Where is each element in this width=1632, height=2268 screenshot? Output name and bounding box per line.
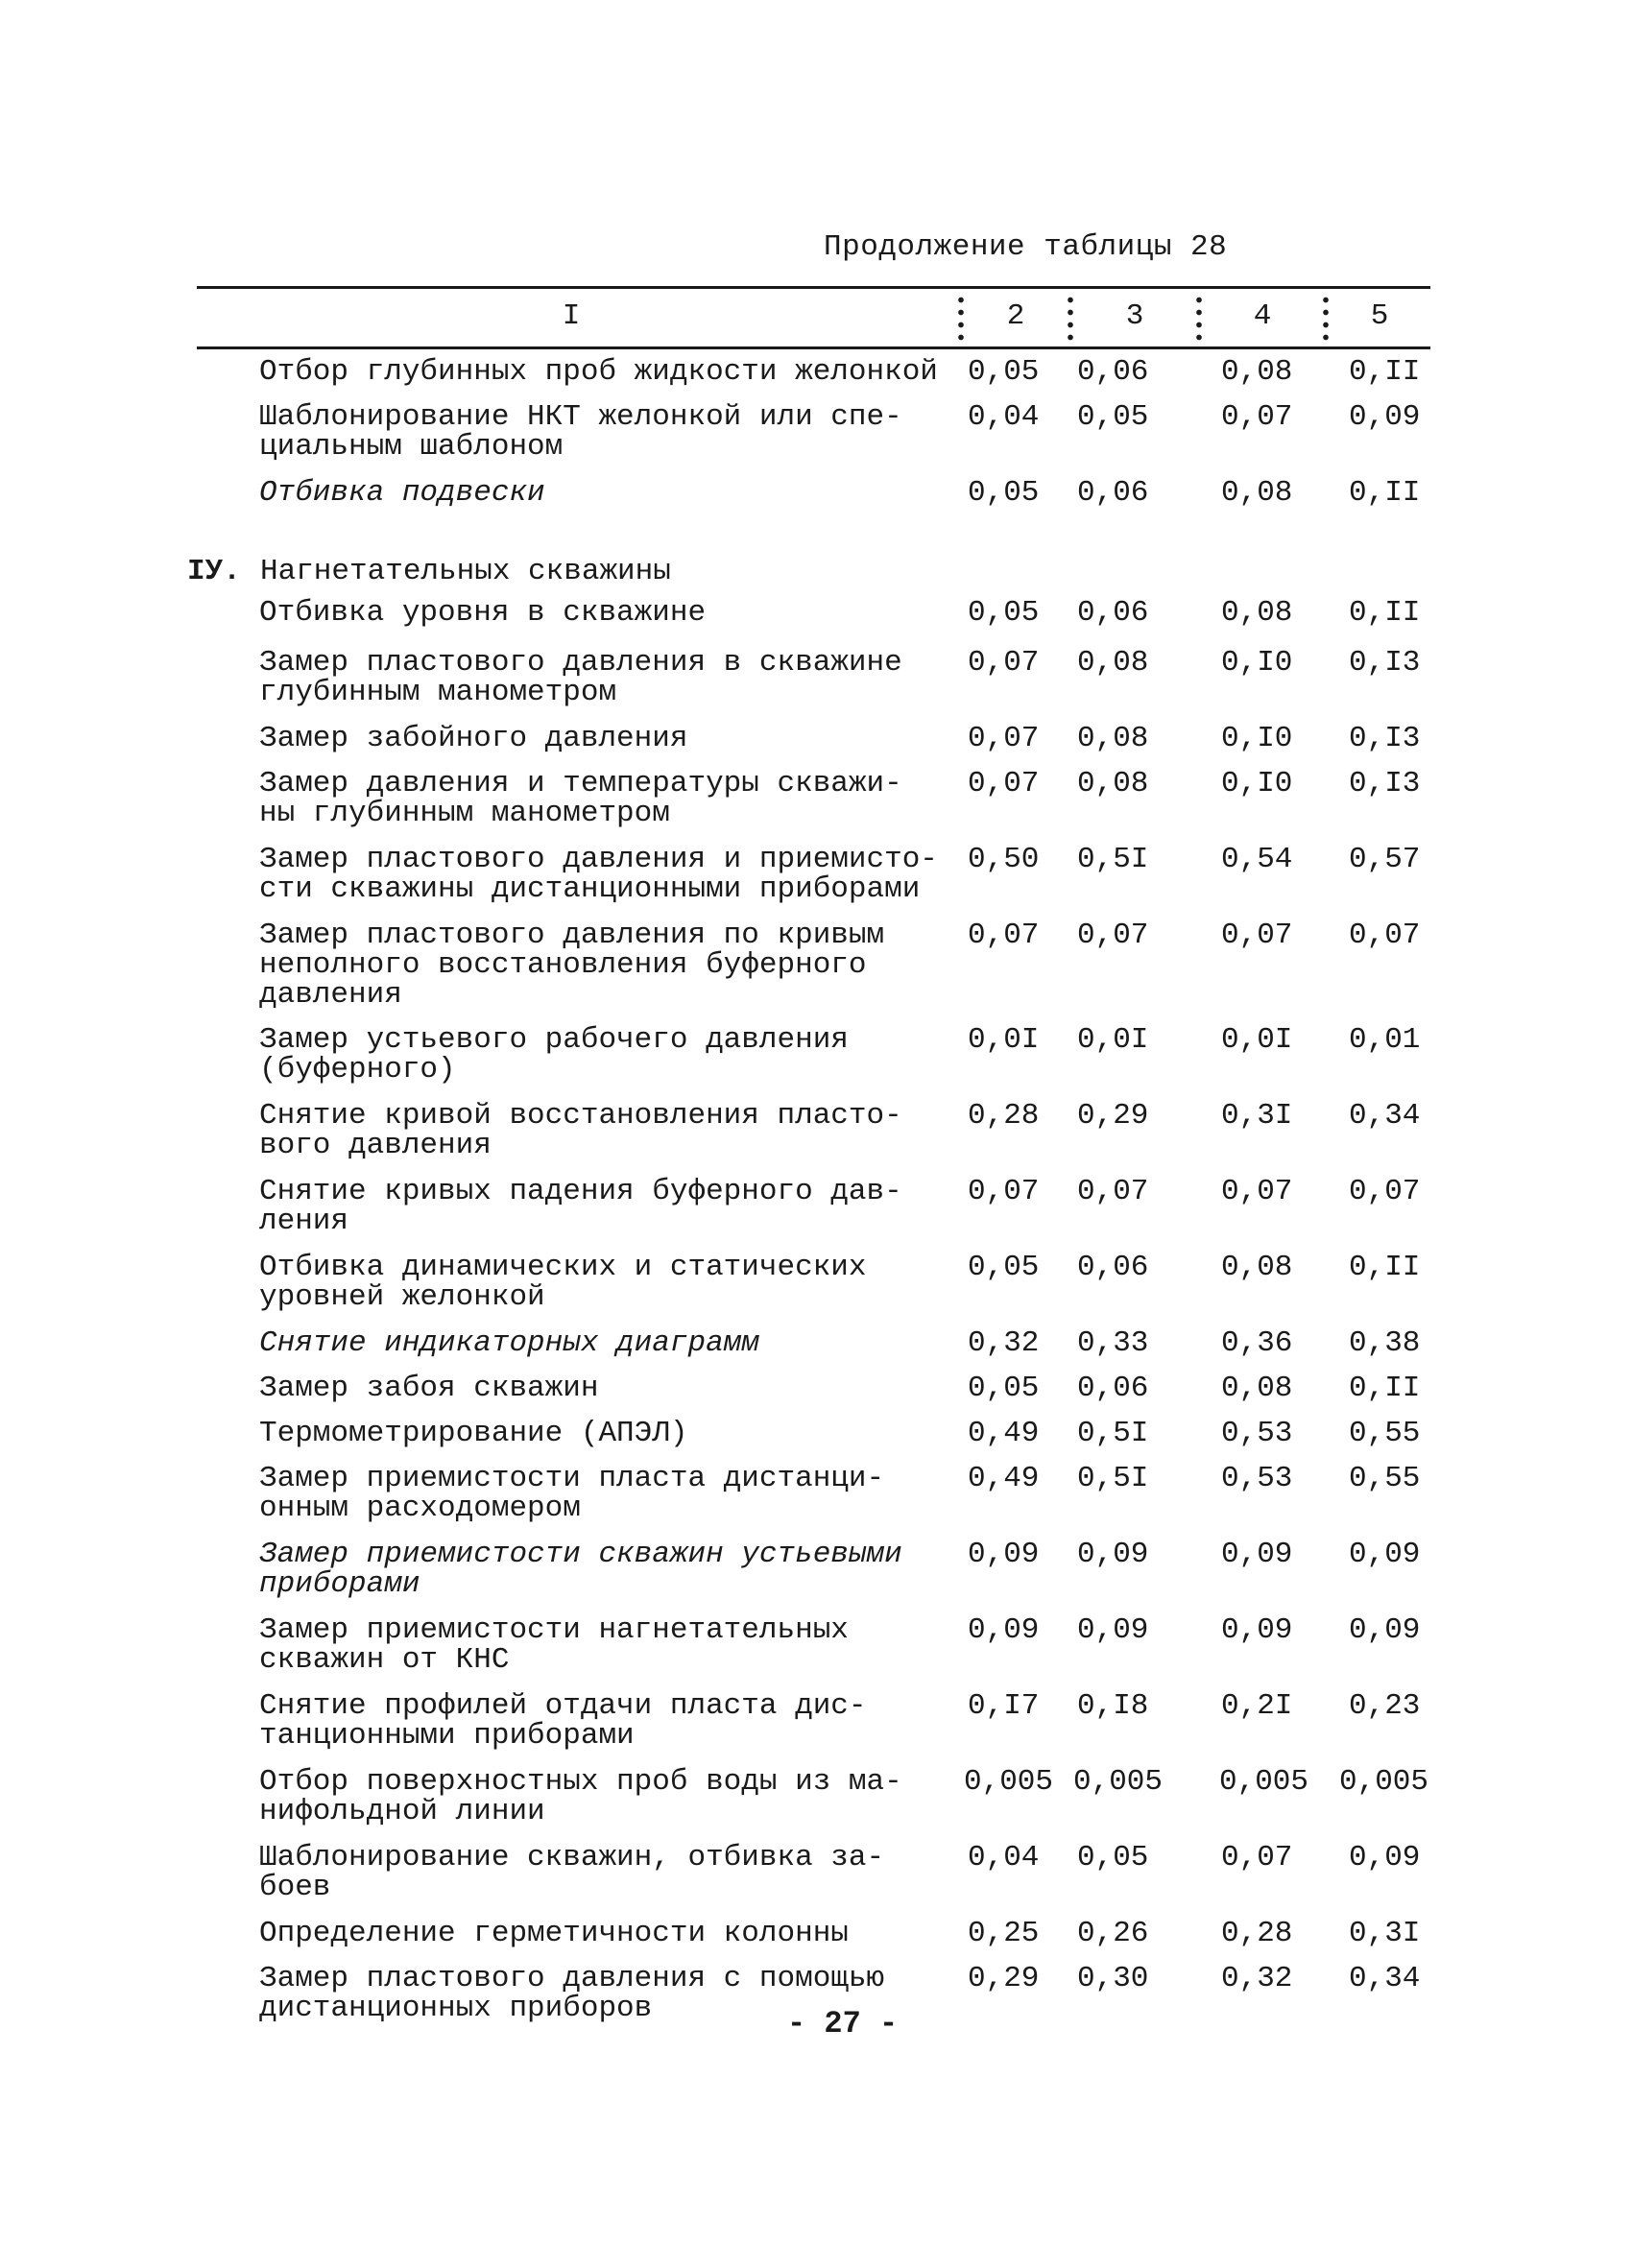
row-label: Отбор глубинных проб жидкости желонкой (259, 355, 938, 389)
value-col-2: 0,28 (968, 1099, 1040, 1133)
row-label: Отбивка динамических и статических уровней желонкой (259, 1251, 867, 1314)
row-label: Замер забоя скважин (259, 1372, 599, 1405)
value-col-4: 0,07 (1221, 1841, 1293, 1874)
value-col-4: 0,08 (1221, 476, 1293, 510)
value-col-4: 0,I0 (1221, 646, 1293, 680)
value-col-2: 0,05 (968, 596, 1040, 630)
row-label: Замер приемистости нагнетательных скважин от КНС (259, 1613, 849, 1677)
value-col-3: 0,06 (1077, 596, 1149, 630)
row-label: Отбивка уровня в скважине (259, 596, 707, 630)
header-bottom-rule (197, 346, 1430, 349)
row-label: Замер устьевого рабочего давления (буферного) (259, 1023, 849, 1086)
row-label: Замер приемистости пласта дистанци- онным расходомером (259, 1462, 885, 1525)
value-col-3: 0,09 (1077, 1613, 1149, 1647)
value-col-3: 0,29 (1077, 1099, 1149, 1133)
value-col-2: 0,49 (968, 1417, 1040, 1450)
page-number: - 27 - (787, 2006, 899, 2041)
value-col-2: 0,49 (968, 1462, 1040, 1495)
column-header-4: 4 (1253, 299, 1272, 333)
value-col-2: 0,25 (968, 1917, 1040, 1950)
value-col-4: 0,09 (1221, 1538, 1293, 1571)
value-col-5: 0,3I (1349, 1917, 1421, 1950)
row-label: Замер пластового давления и приемисто- сти скважины дистанционными приборами (259, 843, 938, 906)
value-col-3: 0,05 (1077, 400, 1149, 434)
value-col-2: 0,09 (968, 1613, 1040, 1647)
value-col-5: 0,I3 (1349, 767, 1421, 800)
row-label: Термометрирование (АПЭЛ) (259, 1417, 688, 1450)
row-label: Замер пластового давления в скважине глубинным манометром (259, 646, 902, 709)
value-col-2: 0,I7 (968, 1689, 1040, 1723)
value-col-3: 0,08 (1077, 646, 1149, 680)
value-col-3: 0,08 (1077, 767, 1149, 800)
value-col-3: 0,07 (1077, 919, 1149, 952)
value-col-4: 0,005 (1219, 1765, 1309, 1799)
value-col-4: 0,08 (1221, 1372, 1293, 1405)
value-col-5: 0,57 (1349, 843, 1421, 876)
section-heading (187, 555, 671, 588)
value-col-4: 0,I0 (1221, 767, 1293, 800)
row-label: Отбор поверхностных проб воды из ма- нифольдной линии (259, 1765, 902, 1828)
value-col-2: 0,29 (968, 1962, 1040, 1995)
value-col-2: 0,0I (968, 1023, 1040, 1057)
value-col-4: 0,28 (1221, 1917, 1293, 1950)
value-col-3: 0,26 (1077, 1917, 1149, 1950)
value-col-4: 0,07 (1221, 400, 1293, 434)
header-top-rule (197, 286, 1430, 289)
value-col-4: 0,0I (1221, 1023, 1293, 1057)
column-header-2: 2 (1006, 299, 1025, 333)
value-col-4: 0,07 (1221, 1175, 1293, 1208)
row-label: Определение герметичности колонны (259, 1917, 849, 1950)
column-header-5: 5 (1370, 299, 1389, 333)
value-col-2: 0,09 (968, 1538, 1040, 1571)
value-col-5: 0,I3 (1349, 646, 1421, 680)
row-label: Замер пластового давления по кривым неполного восстановления буферного давления (259, 919, 885, 1012)
value-col-2: 0,07 (968, 767, 1040, 800)
value-col-5: 0,005 (1339, 1765, 1429, 1799)
value-col-2: 0,04 (968, 400, 1040, 434)
value-col-3: 0,08 (1077, 722, 1149, 755)
value-col-5: 0,II (1349, 1372, 1421, 1405)
value-col-5: 0,II (1349, 476, 1421, 510)
value-col-5: 0,09 (1349, 1613, 1421, 1647)
value-col-5: 0,01 (1349, 1023, 1421, 1057)
value-col-5: 0,55 (1349, 1462, 1421, 1495)
value-col-3: 0,06 (1077, 1251, 1149, 1284)
value-col-5: 0,34 (1349, 1962, 1421, 1995)
value-col-3: 0,05 (1077, 1841, 1149, 1874)
value-col-5: 0,09 (1349, 1841, 1421, 1874)
value-col-5: 0,07 (1349, 919, 1421, 952)
value-col-5: 0,09 (1349, 1538, 1421, 1571)
value-col-2: 0,05 (968, 355, 1040, 389)
row-label: Снятие индикаторных диаграмм (259, 1326, 759, 1360)
value-col-5: 0,09 (1349, 400, 1421, 434)
value-col-3: 0,30 (1077, 1962, 1149, 1995)
value-col-2: 0,05 (968, 1251, 1040, 1284)
value-col-3: 0,I8 (1077, 1689, 1149, 1723)
value-col-2: 0,07 (968, 919, 1040, 952)
value-col-4: 0,36 (1221, 1326, 1293, 1360)
value-col-3: 0,06 (1077, 1372, 1149, 1405)
value-col-4: 0,08 (1221, 355, 1293, 389)
value-col-5: 0,II (1349, 1251, 1421, 1284)
value-col-4: 0,2I (1221, 1689, 1293, 1723)
value-col-3: 0,005 (1073, 1765, 1164, 1799)
value-col-3: 0,06 (1077, 355, 1149, 389)
value-col-3: 0,09 (1077, 1538, 1149, 1571)
value-col-3: 0,5I (1077, 1417, 1149, 1450)
value-col-5: 0,I3 (1349, 722, 1421, 755)
column-header-3: 3 (1125, 299, 1144, 333)
value-col-4: 0,09 (1221, 1613, 1293, 1647)
row-label: Шаблонирование НКТ желонкой или спе- циальным шаблоном (259, 400, 902, 464)
row-label: Снятие профилей отдачи пласта дис- танционными приборами (259, 1689, 867, 1753)
value-col-2: 0,04 (968, 1841, 1040, 1874)
value-col-3: 0,0I (1077, 1023, 1149, 1057)
value-col-2: 0,05 (968, 1372, 1040, 1405)
value-col-4: 0,I0 (1221, 722, 1293, 755)
value-col-3: 0,07 (1077, 1175, 1149, 1208)
value-col-5: 0,II (1349, 355, 1421, 389)
row-label: Снятие кривой восстановления пласто- вого давления (259, 1099, 902, 1162)
row-label: Отбивка подвески (259, 476, 545, 510)
value-col-2: 0,07 (968, 1175, 1040, 1208)
value-col-5: 0,II (1349, 596, 1421, 630)
row-label: Замер пластового давления с помощью дистанционных приборов (259, 1962, 885, 2025)
section-title: Нагнетательных скважины (260, 555, 671, 588)
value-col-2: 0,32 (968, 1326, 1040, 1360)
value-col-5: 0,34 (1349, 1099, 1421, 1133)
row-label: Снятие кривых падения буферного дав- ления (259, 1175, 902, 1238)
value-col-5: 0,07 (1349, 1175, 1421, 1208)
value-col-4: 0,07 (1221, 919, 1293, 952)
value-col-4: 0,53 (1221, 1462, 1293, 1495)
row-label: Замер приемистости скважин устьевыми приборами (259, 1538, 902, 1601)
value-col-4: 0,3I (1221, 1099, 1293, 1133)
value-col-5: 0,23 (1349, 1689, 1421, 1723)
section-number: IУ. (187, 555, 241, 588)
value-col-5: 0,38 (1349, 1326, 1421, 1360)
value-col-2: 0,07 (968, 646, 1040, 680)
value-col-3: 0,5I (1077, 843, 1149, 876)
value-col-4: 0,54 (1221, 843, 1293, 876)
value-col-3: 0,06 (1077, 476, 1149, 510)
value-col-5: 0,55 (1349, 1417, 1421, 1450)
value-col-4: 0,53 (1221, 1417, 1293, 1450)
value-col-4: 0,08 (1221, 1251, 1293, 1284)
value-col-2: 0,005 (964, 1765, 1054, 1799)
column-header-1: I (562, 299, 581, 333)
row-label: Шаблонирование скважин, отбивка за- боев (259, 1841, 885, 1904)
value-col-4: 0,32 (1221, 1962, 1293, 1995)
value-col-2: 0,07 (968, 722, 1040, 755)
table-caption: Продолжение таблицы 28 (824, 230, 1228, 264)
value-col-4: 0,08 (1221, 596, 1293, 630)
value-col-3: 0,33 (1077, 1326, 1149, 1360)
value-col-2: 0,50 (968, 843, 1040, 876)
row-label: Замер давления и температуры скважи- ны глубинным манометром (259, 767, 902, 830)
value-col-2: 0,05 (968, 476, 1040, 510)
row-label: Замер забойного давления (259, 722, 688, 755)
value-col-3: 0,5I (1077, 1462, 1149, 1495)
